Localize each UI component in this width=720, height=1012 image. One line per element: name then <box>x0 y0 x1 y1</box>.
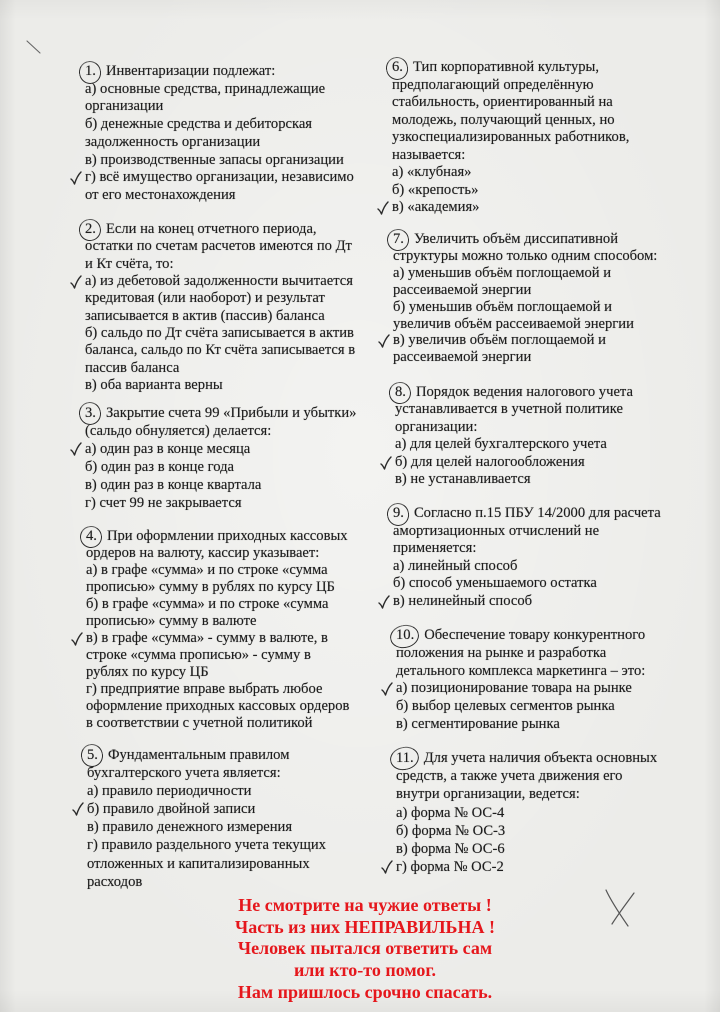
question-text-line <box>396 785 657 803</box>
warning-line: Человек пытался ответить сам <box>237 938 493 959</box>
answer-option <box>395 471 633 488</box>
question-text: остатки по счетам расчетов имеются по Дт <box>85 238 352 255</box>
answer-option-line: записывается в актив (пассив) баланса <box>85 307 325 324</box>
question-number: 3. <box>85 405 96 421</box>
warning-line: Не смотрите на чужие ответы ! <box>238 895 492 915</box>
question-number: 11. <box>396 750 414 766</box>
pen-stroke-mark <box>24 38 44 58</box>
question-number: 7. <box>393 231 404 247</box>
question-number: 6. <box>392 59 403 75</box>
question-number: 2. <box>85 221 96 237</box>
answer-option-line: б) способ уменьшаемого остатка <box>393 575 597 592</box>
question-text: бухгалтерского учета является: <box>87 765 281 782</box>
question-text-line <box>85 404 356 422</box>
question-text-line <box>393 523 661 541</box>
question-text-line <box>395 401 633 418</box>
warning-note <box>160 895 570 1004</box>
answer-option-line: в) в графе «сумма» - сумму в валюте, в <box>86 630 328 646</box>
answer-option-line: баланса, сальдо по Кт счёта записывается в <box>85 342 356 359</box>
answer-option-line: прописью» сумму в валюте <box>86 613 257 629</box>
question-text: стабильность, ориентированный на <box>392 94 613 110</box>
answer-option-line: а) правило периодичности <box>87 783 252 800</box>
answer-option <box>393 332 657 366</box>
answer-option-line: а) основные средства, принадлежащие <box>85 80 326 97</box>
answer-option-line: строке «сумма прописью» - сумму в <box>86 647 311 663</box>
answer-option-line: расходов <box>87 873 143 890</box>
answer-option-line: г) всё имущество организации, независимо <box>85 169 354 186</box>
question-number: 5. <box>87 747 98 763</box>
question-3 <box>85 404 356 512</box>
checkmark-icon <box>380 456 392 470</box>
answer-option-line: в) производственные запасы организации <box>85 151 344 168</box>
question-text-line <box>393 540 661 558</box>
answer-option-line: б) уменьшив объём поглощаемой и <box>393 298 612 315</box>
answer-option-line: а) линейный способ <box>393 557 518 574</box>
question-text: Закрытие счета 99 «Прибыли и убытки» <box>105 405 357 421</box>
question-text: устанавливается в учетной политике <box>395 401 623 418</box>
question-6 <box>392 59 629 217</box>
question-text: средств, а также учета движения его <box>396 768 623 785</box>
question-text-line <box>396 767 657 785</box>
answer-option-line: а) позиционирование товара на рынке <box>396 680 632 697</box>
answer-option-line: увеличив объём рассеиваемой энергии <box>393 315 634 332</box>
answer-option-line: в) не устанавливается <box>395 471 531 488</box>
checkmark-icon <box>71 632 83 646</box>
answer-option-line: рублях по курсу ЦБ <box>86 664 209 680</box>
checkmark-icon <box>72 802 84 816</box>
answer-option <box>85 458 356 476</box>
answer-option <box>87 800 326 818</box>
answer-option-line: а) уменьшив объём поглощаемой и <box>393 264 612 281</box>
question-text: (сальдо обнуляется) делается: <box>85 423 272 439</box>
question-text-line <box>85 422 356 440</box>
answer-option-line: задолженность организации <box>85 133 261 150</box>
answer-option-line: прописью» сумму в рублях по курсу ЦБ <box>86 579 335 595</box>
answer-option <box>396 804 657 822</box>
question-text-line <box>85 221 355 238</box>
answer-option <box>87 836 326 890</box>
question-text-line <box>396 663 645 681</box>
answer-option-line: б) форма № ОС-3 <box>396 822 506 839</box>
answer-option-line: а) форма № ОС-4 <box>396 804 505 821</box>
answer-option <box>85 116 354 151</box>
answer-option <box>396 858 657 876</box>
question-text: молодежь, получающий ценных, но <box>392 111 615 128</box>
answer-option-line: в) правило денежного измерения <box>87 819 293 836</box>
answer-option <box>87 782 326 800</box>
question-text: узкоспециализированных работников, <box>392 129 630 145</box>
question-text: Увеличить объём диссипативной <box>413 231 619 247</box>
answer-option-line: б) один раз в конце года <box>85 459 235 475</box>
answer-option <box>392 164 629 182</box>
question-7 <box>393 231 657 366</box>
question-10 <box>396 627 645 734</box>
question-text: структуры можно только одним способом: <box>393 247 658 264</box>
question-number: 4. <box>86 528 97 544</box>
question-text-line <box>393 231 657 248</box>
answer-option-line: от его местонахождения <box>85 186 236 203</box>
answer-option <box>393 575 661 593</box>
answer-option-line: отложенных и капитализированных <box>87 855 310 872</box>
question-text: предполагающий определённую <box>392 76 594 93</box>
answer-option-line: рассеиваемой энергии <box>393 281 532 298</box>
answer-option <box>85 377 355 394</box>
answer-option <box>85 494 356 512</box>
answer-option-line: в) сегментирование рынка <box>396 715 560 732</box>
question-text-line <box>392 129 629 147</box>
x-mark-icon <box>598 882 642 930</box>
answer-option <box>85 273 355 325</box>
question-text-line <box>86 528 349 545</box>
question-text-line <box>392 147 629 165</box>
question-text-line <box>392 94 629 112</box>
checkmark-icon <box>378 595 390 609</box>
answer-option-line: б) правило двойной записи <box>87 801 256 818</box>
answer-option-line: кредитовая (или наоборот) и результат <box>85 290 325 307</box>
answer-option <box>392 199 629 217</box>
answer-option-line: а) «клубная» <box>392 164 472 180</box>
question-text: ордеров на валюту, кассир указывает: <box>86 545 320 561</box>
answer-option-line: б) в графе «сумма» и по строке «сумма <box>86 596 329 612</box>
answer-option <box>85 476 356 494</box>
question-number: 8. <box>395 384 406 400</box>
question-text: Если на конец отчетного периода, <box>105 221 317 237</box>
question-text-line <box>85 256 355 273</box>
answer-option <box>396 716 645 734</box>
answer-option <box>396 698 645 716</box>
question-number: 1. <box>85 63 96 79</box>
question-2 <box>85 221 355 394</box>
answer-option-line: организации <box>85 98 164 115</box>
question-text-line <box>396 645 645 663</box>
answer-option-line: г) правило раздельного учета текущих <box>87 837 326 854</box>
answer-option-line: в) форма № ОС-6 <box>396 840 505 857</box>
answer-option-line: б) выбор целевых сегментов рынка <box>396 698 615 715</box>
question-text: При оформлении приходных кассовых <box>106 528 348 544</box>
question-text-line <box>392 112 629 130</box>
question-text: Согласно п.15 ПБУ 14/2000 для расчета <box>413 505 661 521</box>
answer-option-line: б) сальдо по Дт счёта записывается в актив <box>85 325 354 342</box>
answer-option <box>86 596 349 630</box>
question-8 <box>395 384 633 488</box>
checkmark-icon <box>378 334 390 348</box>
question-4 <box>86 528 349 732</box>
question-text: Фундаментальным правилом <box>107 747 290 763</box>
answer-option-line: в) один раз в конце квартала <box>85 477 262 493</box>
answer-option-line: в соответствии с учетной политикой <box>86 715 313 731</box>
answer-option <box>87 818 326 836</box>
answer-option-line: г) форма № ОС-2 <box>396 859 504 876</box>
question-text-line <box>86 545 349 562</box>
answer-option-line: оформление приходных кассовых ордеров <box>86 698 350 714</box>
answer-option-line: а) один раз в конце месяца <box>85 441 251 457</box>
checkmark-icon <box>381 682 393 696</box>
answer-option <box>396 680 645 698</box>
answer-option <box>396 840 657 858</box>
answer-option-line: а) в графе «сумма» и по строке «сумма <box>86 562 328 578</box>
answer-option <box>85 152 354 170</box>
warning-line: Нам пришлось срочно спасать. <box>237 981 493 1002</box>
warning-line: или кто-то помог. <box>293 960 437 981</box>
answer-option-line: пассив баланса <box>85 359 180 376</box>
checkmark-icon <box>70 442 82 456</box>
question-text-line <box>395 419 633 436</box>
question-text-line <box>392 59 629 77</box>
checkmark-icon <box>381 860 393 874</box>
answer-option <box>86 681 349 732</box>
answer-option <box>395 436 633 453</box>
question-text-line <box>87 764 326 782</box>
checkmark-icon <box>377 201 389 215</box>
question-text: Порядок ведения налогового учета <box>415 384 633 400</box>
question-text-line <box>85 63 354 81</box>
checkmark-icon <box>70 171 82 185</box>
warning-line: Часть из них НЕПРАВИЛЬНА ! <box>235 916 495 937</box>
answer-option <box>85 325 355 377</box>
answer-option <box>393 558 661 576</box>
answer-option-line: рассеиваемой энергии <box>393 349 532 366</box>
answer-option <box>86 630 349 681</box>
question-text: положения на рынке и разработка <box>396 644 607 661</box>
question-number: 9. <box>393 505 404 521</box>
answer-option-line: а) для целей бухгалтерского учета <box>395 436 607 453</box>
checkmark-icon <box>70 275 82 289</box>
question-1 <box>85 63 354 205</box>
question-text: детального комплекса маркетинга – это: <box>396 662 646 679</box>
answer-option-line: в) нелинейный способ <box>393 592 533 609</box>
answer-option-line: г) предприятие вправе выбрать любое <box>86 681 323 697</box>
answer-option-line: в) увеличив объём поглощаемой и <box>393 332 606 349</box>
question-text-line <box>393 248 657 265</box>
answer-option <box>85 81 354 116</box>
answer-option-line: в) «академия» <box>392 199 480 215</box>
answer-option <box>393 593 661 611</box>
question-text: Тип корпоративной культуры, <box>412 59 600 75</box>
answer-option-line: а) из дебетовой задолженности вычитается <box>85 273 353 290</box>
question-text-line <box>396 627 645 645</box>
question-number: 10. <box>396 627 415 643</box>
answer-option <box>85 440 356 458</box>
answer-option <box>85 169 354 204</box>
question-text: применяется: <box>393 540 477 557</box>
answer-option-line: б) «крепость» <box>392 181 479 198</box>
answer-option <box>395 454 633 471</box>
question-9 <box>393 505 661 611</box>
question-text: организации: <box>395 418 478 435</box>
question-11 <box>396 749 657 876</box>
answer-option <box>392 182 629 200</box>
question-text: Для учета наличия объекта основных <box>423 750 658 766</box>
question-5 <box>87 746 326 891</box>
question-text-line <box>87 746 326 764</box>
question-text: Обеспечение товару конкурентного <box>424 627 646 643</box>
answer-option-line: б) денежные средства и дебиторская <box>85 116 313 133</box>
question-text: Инвентаризации подлежат: <box>105 63 276 79</box>
answer-option <box>396 822 657 840</box>
answer-option <box>393 265 657 299</box>
question-text-line <box>392 77 629 95</box>
answer-option-line: в) оба варианта верны <box>85 377 223 394</box>
question-text: называется: <box>392 146 466 163</box>
answer-option-line: г) счет 99 не закрывается <box>85 495 242 511</box>
question-text-line <box>393 505 661 523</box>
question-text: внутри организации, ведется: <box>396 786 580 803</box>
answer-option-line: б) для целей налогообложения <box>395 453 585 470</box>
question-text-line <box>395 384 633 401</box>
answer-option <box>86 562 349 596</box>
question-text: амортизационных отчислений не <box>393 522 600 539</box>
question-text-line <box>396 749 657 767</box>
question-text: и Кт счёта, то: <box>85 255 174 272</box>
question-text-line <box>85 238 355 255</box>
answer-option <box>393 299 657 333</box>
